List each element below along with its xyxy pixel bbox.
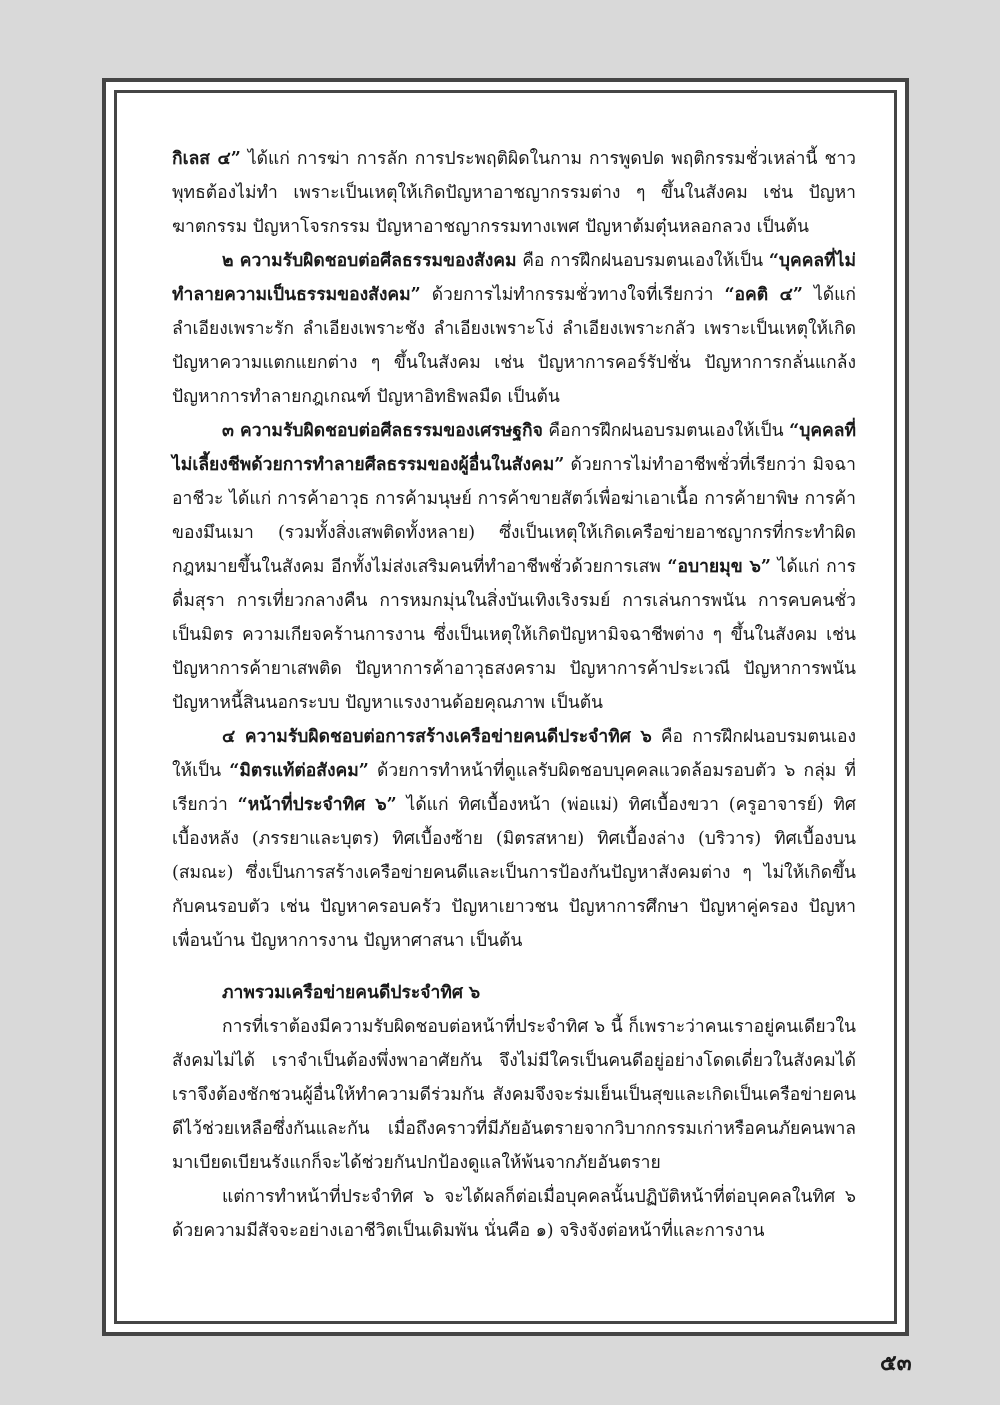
section-2-text-1: คือ การฝึกฝนอบรมตนเองให้เป็น — [516, 251, 769, 271]
section-4-text-2: ด้วยการทำหน้าที่ดูแลรับผิดชอบบุคคลแวดล้อมรอบตัว ๖ กลุ่ม ที่เรียกว่า — [172, 761, 856, 815]
section-2-bold-2: “อคติ ๔” — [724, 285, 803, 305]
section-2-title: ๒ ความรับผิดชอบต่อศีลธรรมของสังคม — [222, 251, 517, 271]
section-2-bold-1: “บุคคลที่ไม่ทำลายความเป็นธรรมของสังคม” — [172, 251, 856, 305]
section-3-title: ๓ ความรับผิดชอบต่อศีลธรรมของเศรษฐกิจ — [222, 421, 543, 441]
section-4-bold-1: “มิตรแท้ต่อสังคม” — [229, 761, 369, 781]
section-4-text-1: คือ การฝึกฝนอบรมตนเองให้เป็น — [172, 727, 856, 781]
intro-text: ได้แก่ การฆ่า การลัก การประพฤติผิดในกาม การพูดปด พฤติกรรมชั่วเหล่านี้ ชาวพุทธต้องไม่ทำ เพราะเป็นเหตุให้เกิดปัญหาอาชญากรรมต่าง ๆ ขึ้นในสังคม เช่น ปัญหาฆาตกรรม ปัญหาโจรกรรม ปัญหาอาชญากรรมทางเพศ ปัญหาต้มตุ๋นหลอกลวง เป็นต้น — [172, 149, 856, 237]
section-4-title: ๔ ความรับผิดชอบต่อการสร้างเครือข่ายคนดีประจำทิศ ๖ — [222, 727, 652, 747]
page-number: ๕๓ — [880, 1350, 912, 1376]
section-3-paragraph — [172, 414, 856, 720]
section-4-paragraph — [172, 720, 856, 958]
section-3-text-3: ได้แก่ การดื่มสุรา การเที่ยวกลางคืน การหมกมุ่นในสิ่งบันเทิงเริงรมย์ การเล่นการพนัน การคบคนชั่วเป็นมิตร ความเกียจคร้านการงาน ซึ่งเป็นเหตุให้เกิดปัญหามิจฉาชีพต่าง ๆ ขึ้นในสังคม เช่น ปัญหาการค้ายาเสพติด ปัญหาการค้าอาวุธสงคราม ปัญหาการค้าประเวณี ปัญหาการพนัน ปัญหาหนี้สินนอกระบบ ปัญหาแรงงานด้อยคุณภาพ เป็นต้น — [172, 557, 857, 713]
section-4-bold-2: “หน้าที่ประจำทิศ ๖” — [237, 795, 397, 815]
section-4-text-3: ได้แก่ ทิศเบื้องหน้า (พ่อแม่) ทิศเบื้องขวา (ครูอาจารย์) ทิศเบื้องหลัง (ภรรยาและบุตร) ทิศเบื้องซ้าย (มิตรสหาย) ทิศเบื้องล่าง (บริวาร) ทิศเบื้องบน (สมณะ) ซึ่งเป็นการสร้างเครือข่ายคนดีและเป็นการป้องกันปัญหาสังคมต่าง ๆ ไม่ให้เกิดขึ้นกับคนรอบตัว เช่น ปัญหาครอบครัว ปัญหาเยาวชน ปัญหาการศึกษา ปัญหาคู่ครอง ปัญหาเพื่อนบ้าน ปัญหาการงาน ปัญหาศาสนา เป็นต้น — [172, 795, 856, 951]
section-2-paragraph — [172, 244, 856, 414]
intro-lead-bold: กิเลส ๔” — [172, 149, 241, 169]
overview-paragraph-2: แต่การทำหน้าที่ประจำทิศ ๖ จะได้ผลก็ต่อเมื่อบุคคลนั้นปฏิบัติหน้าที่ต่อบุคคลในทิศ ๖ ด้วยความมีสัจจะอย่างเอาชีวิตเป็นเดิมพัน นั่นคือ ๑) จริงจังต่อหน้าที่และการงาน — [172, 1187, 856, 1241]
section-3-text-2: ด้วยการไม่ทำอาชีพชั่วที่เรียกว่า มิจฉาอาชีวะ ได้แก่ การค้าอาวุธ การค้ามนุษย์ การค้าขายสัตว์เพื่อฆ่าเอาเนื้อ การค้ายาพิษ การค้าของมึนเมา (รวมทั้งสิ่งเสพติดทั้งหลาย) ซึ่งเป็นเหตุให้เกิดเครือข่ายอาชญากรที่กระทำผิดกฎหมายขึ้นในสังคม อีกทั้งไม่ส่งเสริมคนที่ทำอาชีพชั่วด้วยการเสพ — [172, 455, 856, 577]
section-2-text-3: ได้แก่ ลำเอียงเพราะรัก ลำเอียงเพราะชัง ลำเอียงเพราะโง่ ลำเอียงเพราะกลัว เพราะเป็นเหตุให้เกิดปัญหาความแตกแยกต่าง ๆ ขึ้นในสังคม เช่น ปัญหาการคอร์รัปชั่น ปัญหาการกลั่นแกล้ง ปัญหาการทำลายกฎเกณฑ์ ปัญหาอิทธิพลมืด เป็นต้น — [172, 285, 856, 407]
section-3-text-1: คือการฝึกฝนอบรมตนเองให้เป็น — [542, 421, 790, 441]
section-3-bold-2: “อบายมุข ๖” — [667, 557, 771, 577]
section-2-text-2: ด้วยการไม่ทำกรรมชั่วทางใจที่เรียกว่า — [420, 285, 725, 305]
section-3-bold-1: “บุคคลที่ไม่เลี้ยงชีพด้วยการทำลายศีลธรรมของผู้อื่นในสังคม” — [172, 421, 857, 475]
overview-heading: ภาพรวมเครือข่ายคนดีประจำทิศ ๖ — [222, 983, 481, 1003]
overview-paragraph-1: การที่เราต้องมีความรับผิดชอบต่อหน้าที่ประจำทิศ ๖ นี้ ก็เพราะว่าคนเราอยู่คนเดียวในสังคมไม่ได้ เราจำเป็นต้องพึ่งพาอาศัยกัน จึงไม่มีใครเป็นคนดีอยู่อย่างโดดเดี่ยวในสังคมได้ เราจึงต้องชักชวนผู้อื่นให้ทำความดีร่วมกัน สังคมจึงจะร่มเย็นเป็นสุขและเกิดเป็นเครือข่ายคนดีไว้ช่วยเหลือซึ่งกันและกัน เมื่อถึงคราวที่มีภัยอันตรายจากวิบากกรรมเก่าหรือคนภัยคนพาลมาเบียดเบียนรังแกก็จะได้ช่วยกันปกป้องดูแลให้พ้นจากภัยอันตราย — [172, 1017, 856, 1173]
document-body — [172, 142, 856, 1248]
intro-paragraph — [172, 142, 856, 244]
